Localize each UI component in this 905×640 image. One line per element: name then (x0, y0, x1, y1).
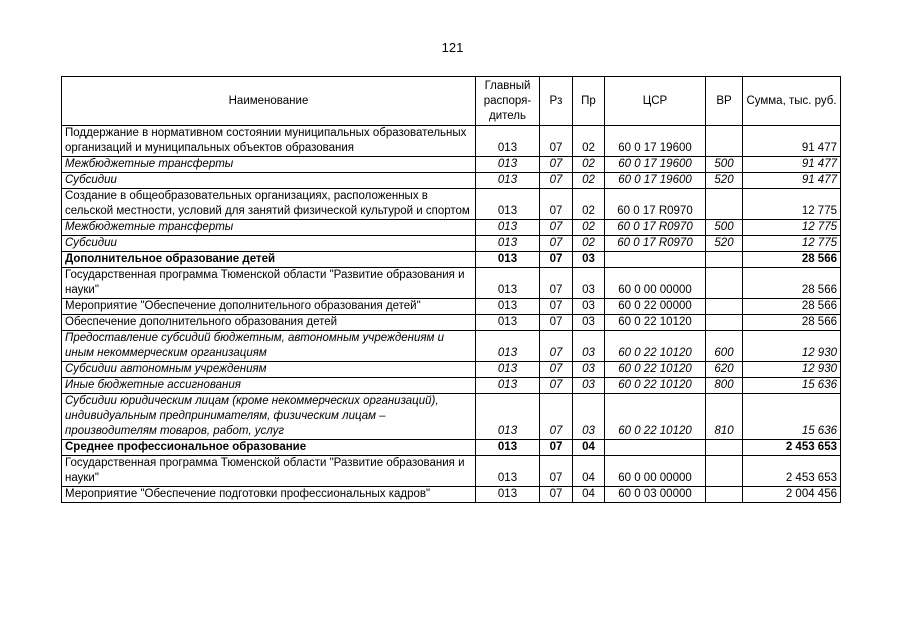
cell-csr: 60 0 17 19600 (605, 173, 706, 189)
cell-rz: 07 (540, 299, 573, 315)
cell-pr: 03 (573, 394, 605, 440)
cell-rz: 07 (540, 252, 573, 268)
cell-admin: 013 (476, 157, 540, 173)
cell-csr (605, 440, 706, 456)
cell-pr: 04 (573, 487, 605, 503)
cell-csr: 60 0 17 R0970 (605, 189, 706, 220)
table-row (62, 157, 841, 173)
table-row (62, 189, 841, 220)
cell-rz: 07 (540, 362, 573, 378)
cell-rz: 07 (540, 315, 573, 331)
cell-admin: 013 (476, 362, 540, 378)
cell-pr: 03 (573, 331, 605, 362)
cell-admin: 013 (476, 331, 540, 362)
cell-admin: 013 (476, 268, 540, 299)
cell-sum: 28 566 (743, 315, 841, 331)
cell-sum: 28 566 (743, 299, 841, 315)
cell-vr (706, 440, 743, 456)
cell-name: Обеспечение дополнительного образования детей (62, 315, 476, 331)
cell-sum: 28 566 (743, 252, 841, 268)
page-number: 121 (441, 40, 464, 55)
cell-rz: 07 (540, 394, 573, 440)
cell-sum: 15 636 (743, 378, 841, 394)
cell-pr: 03 (573, 299, 605, 315)
table-row (62, 236, 841, 252)
cell-pr: 03 (573, 315, 605, 331)
cell-vr: 810 (706, 394, 743, 440)
table-row (62, 126, 841, 157)
cell-vr: 500 (706, 220, 743, 236)
cell-vr: 520 (706, 236, 743, 252)
header-rz: Рз (540, 77, 573, 126)
cell-pr: 04 (573, 440, 605, 456)
cell-vr: 620 (706, 362, 743, 378)
cell-pr: 02 (573, 173, 605, 189)
cell-pr: 02 (573, 157, 605, 173)
cell-sum: 2 004 456 (743, 487, 841, 503)
cell-admin: 013 (476, 394, 540, 440)
cell-csr: 60 0 22 10120 (605, 394, 706, 440)
cell-admin: 013 (476, 252, 540, 268)
cell-name: Субсидии (62, 173, 476, 189)
cell-vr (706, 487, 743, 503)
table-row (62, 173, 841, 189)
cell-rz: 07 (540, 157, 573, 173)
cell-sum: 91 477 (743, 173, 841, 189)
cell-sum: 28 566 (743, 268, 841, 299)
cell-admin: 013 (476, 487, 540, 503)
cell-name: Иные бюджетные ассигнования (62, 378, 476, 394)
cell-csr: 60 0 22 00000 (605, 299, 706, 315)
cell-sum: 12 930 (743, 362, 841, 378)
budget-table (61, 76, 841, 503)
cell-rz: 07 (540, 236, 573, 252)
cell-sum: 2 453 653 (743, 456, 841, 487)
cell-rz: 07 (540, 268, 573, 299)
cell-csr (605, 252, 706, 268)
cell-sum: 91 477 (743, 157, 841, 173)
cell-sum: 12 930 (743, 331, 841, 362)
cell-sum: 12 775 (743, 220, 841, 236)
cell-vr (706, 268, 743, 299)
cell-csr: 60 0 17 R0970 (605, 236, 706, 252)
header-pr: Пр (573, 77, 605, 126)
cell-sum: 12 775 (743, 236, 841, 252)
table-row (62, 220, 841, 236)
cell-vr (706, 126, 743, 157)
cell-rz: 07 (540, 331, 573, 362)
cell-csr: 60 0 17 19600 (605, 157, 706, 173)
cell-name: Межбюджетные трансферты (62, 157, 476, 173)
table-row (62, 394, 841, 440)
cell-rz: 07 (540, 456, 573, 487)
header-row (62, 77, 841, 126)
table-row (62, 362, 841, 378)
cell-csr: 60 0 00 00000 (605, 456, 706, 487)
cell-name: Среднее профессиональное образование (62, 440, 476, 456)
cell-admin: 013 (476, 299, 540, 315)
cell-csr: 60 0 17 19600 (605, 126, 706, 157)
table-row (62, 487, 841, 503)
cell-rz: 07 (540, 440, 573, 456)
cell-admin: 013 (476, 126, 540, 157)
table-row (62, 252, 841, 268)
cell-vr (706, 252, 743, 268)
table-row (62, 440, 841, 456)
table-body (62, 126, 841, 503)
cell-admin: 013 (476, 173, 540, 189)
cell-vr (706, 315, 743, 331)
cell-csr: 60 0 22 10120 (605, 362, 706, 378)
cell-admin: 013 (476, 378, 540, 394)
table-row (62, 315, 841, 331)
cell-pr: 03 (573, 362, 605, 378)
cell-rz: 07 (540, 378, 573, 394)
cell-sum: 15 636 (743, 394, 841, 440)
cell-admin: 013 (476, 189, 540, 220)
cell-name: Мероприятие "Обеспечение подготовки профессиональных кадров" (62, 487, 476, 503)
cell-admin: 013 (476, 220, 540, 236)
header-sum: Сумма, тыс. руб. (743, 77, 841, 126)
header-csr: ЦСР (605, 77, 706, 126)
cell-pr: 03 (573, 252, 605, 268)
header-name: Наименование (62, 77, 476, 126)
cell-vr (706, 189, 743, 220)
cell-rz: 07 (540, 487, 573, 503)
table-row (62, 268, 841, 299)
cell-name: Поддержание в нормативном состоянии муниципальных образовательных организаций и муниципальных объектов образования (62, 126, 476, 157)
cell-rz: 07 (540, 126, 573, 157)
cell-csr: 60 0 03 00000 (605, 487, 706, 503)
cell-sum: 91 477 (743, 126, 841, 157)
table-row (62, 299, 841, 315)
cell-vr (706, 456, 743, 487)
cell-name: Дополнительное образование детей (62, 252, 476, 268)
cell-vr: 800 (706, 378, 743, 394)
cell-admin: 013 (476, 440, 540, 456)
cell-pr: 02 (573, 236, 605, 252)
cell-vr (706, 299, 743, 315)
cell-pr: 02 (573, 189, 605, 220)
table-row (62, 456, 841, 487)
cell-name: Субсидии автономным учреждениям (62, 362, 476, 378)
cell-name: Субсидии юридическим лицам (кроме некоммерческих организаций), индивидуальным предпринимателям, физическим лицам – производителям товаров, работ, услуг (62, 394, 476, 440)
header-admin: Главный распоря-дитель (476, 77, 540, 126)
cell-name: Государственная программа Тюменской области "Развитие образования и науки" (62, 268, 476, 299)
cell-sum: 12 775 (743, 189, 841, 220)
cell-rz: 07 (540, 173, 573, 189)
table-row (62, 331, 841, 362)
cell-admin: 013 (476, 236, 540, 252)
cell-pr: 04 (573, 456, 605, 487)
cell-name: Создание в общеобразовательных организациях, расположенных в сельской местности, условий для занятий физической культурой и спортом (62, 189, 476, 220)
cell-vr: 520 (706, 173, 743, 189)
cell-pr: 02 (573, 126, 605, 157)
cell-vr: 500 (706, 157, 743, 173)
cell-admin: 013 (476, 456, 540, 487)
header-vr: ВР (706, 77, 743, 126)
cell-pr: 03 (573, 378, 605, 394)
cell-csr: 60 0 22 10120 (605, 331, 706, 362)
cell-vr: 600 (706, 331, 743, 362)
table-row (62, 378, 841, 394)
cell-pr: 02 (573, 220, 605, 236)
cell-sum: 2 453 653 (743, 440, 841, 456)
cell-admin: 013 (476, 315, 540, 331)
cell-rz: 07 (540, 189, 573, 220)
cell-csr: 60 0 22 10120 (605, 315, 706, 331)
cell-name: Предоставление субсидий бюджетным, автономным учреждениям и иным некоммерческим организациям (62, 331, 476, 362)
cell-name: Субсидии (62, 236, 476, 252)
cell-csr: 60 0 00 00000 (605, 268, 706, 299)
cell-csr: 60 0 22 10120 (605, 378, 706, 394)
cell-name: Мероприятие "Обеспечение дополнительного образования детей" (62, 299, 476, 315)
cell-csr: 60 0 17 R0970 (605, 220, 706, 236)
cell-name: Межбюджетные трансферты (62, 220, 476, 236)
cell-name: Государственная программа Тюменской области "Развитие образования и науки" (62, 456, 476, 487)
cell-rz: 07 (540, 220, 573, 236)
cell-pr: 03 (573, 268, 605, 299)
